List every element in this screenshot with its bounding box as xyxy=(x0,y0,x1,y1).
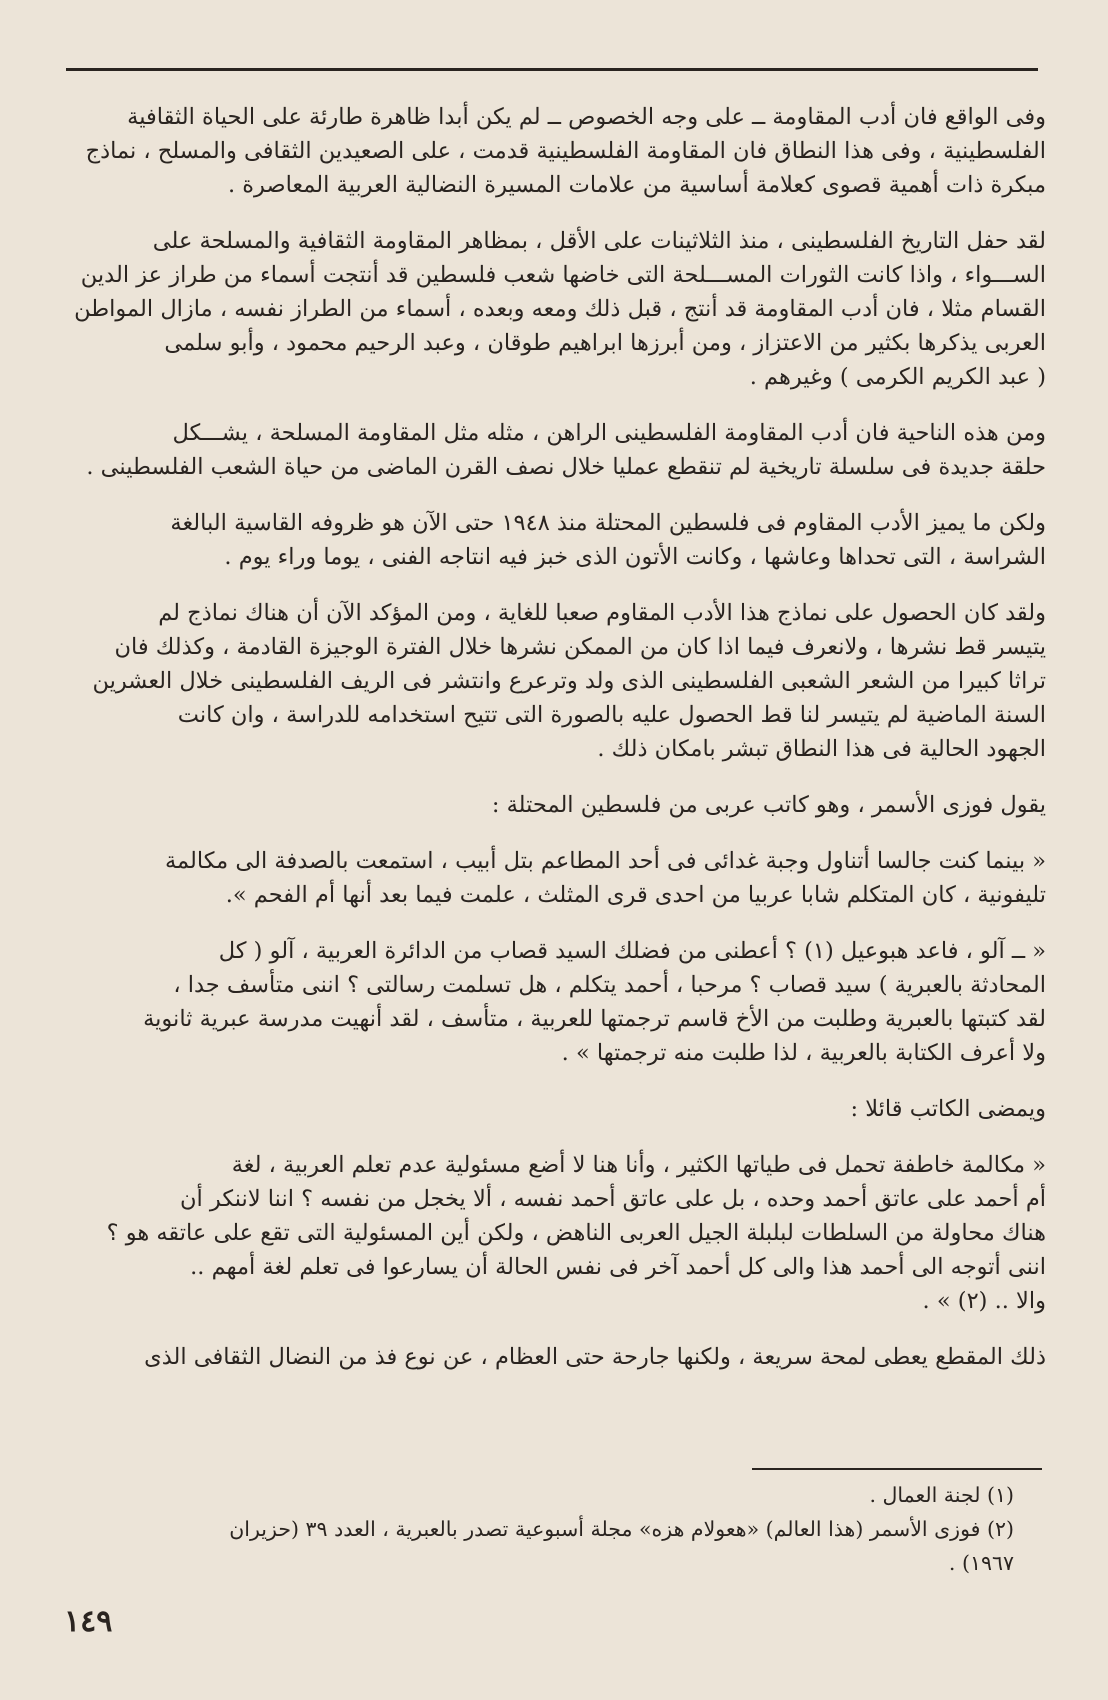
text-line: والا .. (٢) » . xyxy=(922,1288,1046,1314)
text-line: تليفونية ، كان المتكلم شابا عربيا من احدى قرى المثلث ، علمت فيما بعد أنها أم الفحم ». xyxy=(225,882,1046,908)
text-line: ويمضى الكاتب قائلا : xyxy=(850,1096,1046,1122)
page-number: ١٤٩ xyxy=(64,1604,113,1639)
text-line: ولقد كان الحصول على نماذج هذا الأدب المقاوم صعبا للغاية ، ومن المؤكد الآن أن هناك نماذج لم xyxy=(158,600,1046,626)
paragraph-2 xyxy=(52,224,1046,394)
text-line: ( عبد الكريم الكرمى ) وغيرهم . xyxy=(749,364,1046,390)
footnote-line: (٢) فوزى الأسمر (هذا العالم) «هعولام هزه» مجلة أسبوعية تصدر بالعبرية ، العدد ٣٩ (حزيران xyxy=(229,1517,1014,1541)
text-line: لقد كتبتها بالعبرية وطلبت من الأخ قاسم ترجمتها للعربية ، متأسف ، لقد أنهيت مدرسة عبرية ثانوية xyxy=(143,1006,1046,1032)
quote-3 xyxy=(52,1148,1046,1318)
text-line: القسام مثلا ، فان أدب المقاومة قد أنتج ، قبل ذلك ومعه وبعده ، أسماء من الطراز نفسه ، مازال المواطن xyxy=(74,296,1046,322)
text-line: « مكالمة خاطفة تحمل فى طياتها الكثير ، وأنا هنا لا أضع مسئولية عدم تعلم العربية ، لغة xyxy=(231,1152,1046,1178)
text-line: ولا أعرف الكتابة بالعربية ، لذا طلبت منه ترجمتها » . xyxy=(561,1040,1046,1066)
paragraph-6 xyxy=(52,788,1046,822)
text-line: وفى الواقع فان أدب المقاومة ــ على وجه الخصوص ــ لم يكن أبدا ظاهرة طارئة على الحياة الثقافية xyxy=(127,104,1046,130)
paragraph-8 xyxy=(52,1340,1046,1374)
paragraph-4 xyxy=(52,506,1046,574)
text-line: يقول فوزى الأسمر ، وهو كاتب عربى من فلسطين المحتلة : xyxy=(491,792,1046,818)
text-line: ولكن ما يميز الأدب المقاوم فى فلسطين المحتلة منذ ١٩٤٨ حتى الآن هو ظروفه القاسية البالغة xyxy=(170,510,1046,536)
text-line: تراثا كبيرا من الشعر الشعبى الفلسطينى الذى ولد وترعرع وانتشر فى الريف الفلسطينى خلال العشرين xyxy=(92,668,1046,694)
text-line: لقد حفل التاريخ الفلسطينى ، منذ الثلاثينات على الأقل ، بمظاهر المقاومة الثقافية والمسلحة على xyxy=(152,228,1046,254)
paragraph-7 xyxy=(52,1092,1046,1126)
footnote-rule xyxy=(752,1468,1042,1470)
quote-2 xyxy=(52,934,1046,1070)
text-line: الشراسة ، التى تحداها وعاشها ، وكانت الأتون الذى خبز فيه انتاجه الفنى ، يوما وراء يوم . xyxy=(224,544,1046,570)
footnotes xyxy=(52,1478,1046,1580)
text-line: أم أحمد على عاتق أحمد وحده ، بل على عاتق أحمد نفسه ، ألا يخجل من نفسه ؟ اننا لاننكر أن xyxy=(180,1186,1046,1212)
text-line: يتيسر قط نشرها ، ولانعرف فيما اذا كان من الممكن نشرها خلال الفترة الوجيزة القادمة ، وكذلك فان xyxy=(114,634,1046,660)
top-rule xyxy=(66,68,1038,71)
text-line: حلقة جديدة فى سلسلة تاريخية لم تنقطع عمليا خلال نصف القرن الماضى من حياة الشعب الفلسطينى . xyxy=(86,454,1046,480)
paragraph-3 xyxy=(52,416,1046,484)
footnote-1 xyxy=(52,1478,1046,1512)
body-text xyxy=(52,100,1046,1374)
quote-1 xyxy=(52,844,1046,912)
text-line: العربى يذكرها بكثير من الاعتزاز ، ومن أبرزها ابراهيم طوقان ، وعبد الرحيم محمود ، وأبو سلمى xyxy=(164,330,1046,356)
text-line: هناك محاولة من السلطات لبلبلة الجيل العربى الناهض ، ولكن أين المسئولية التى تقع على عاتقه هو ؟ xyxy=(106,1220,1046,1246)
text-line: الجهود الحالية فى هذا النطاق تبشر بامكان ذلك . xyxy=(597,736,1046,762)
text-line: مبكرة ذات أهمية قصوى كعلامة أساسية من علامات المسيرة النضالية العربية المعاصرة . xyxy=(227,172,1046,198)
text-line: ذلك المقطع يعطى لمحة سريعة ، ولكنها جارحة حتى العظام ، عن نوع فذ من النضال الثقافى الذى xyxy=(144,1344,1046,1370)
text-line: ومن هذه الناحية فان أدب المقاومة الفلسطينى الراهن ، مثله مثل المقاومة المسلحة ، يشـــكل xyxy=(172,420,1046,446)
footnote-line: (١) لجنة العمال . xyxy=(869,1483,1014,1507)
footnote-2 xyxy=(52,1512,1046,1580)
paragraph-1 xyxy=(52,100,1046,202)
text-line: « ــ آلو ، فاعد هبوعيل (١) ؟ أعطنى من فضلك السيد قصاب من الدائرة العربية ، آلو ( كل xyxy=(218,938,1046,964)
text-line: « بينما كنت جالسا أتناول وجبة غدائى فى أحد المطاعم بتل أبيب ، استمعت بالصدفة الى مكالمة xyxy=(164,848,1046,874)
text-line: المحادثة بالعبرية ) سيد قصاب ؟ مرحبا ، أحمد يتكلم ، هل تسلمت رسالتى ؟ اننى متأسف جدا ، xyxy=(173,972,1046,998)
paragraph-5 xyxy=(52,596,1046,766)
text-line: السنة الماضية لم يتيسر لنا قط الحصول عليه بالصورة التى تتيح استخدامه للدراسة ، وان كانت xyxy=(177,702,1046,728)
text-line: اننى أتوجه الى أحمد هذا والى كل أحمد آخر فى نفس الحالة أن يسارعوا فى تعلم لغة أمهم .. xyxy=(190,1254,1046,1280)
text-line: الفلسطينية ، وفى هذا النطاق فان المقاومة الفلسطينية قدمت ، على الصعيدين الثقافى والمسلح ، نماذج xyxy=(85,138,1046,164)
footnote-line: ١٩٦٧) . xyxy=(948,1551,1014,1575)
text-line: الســـواء ، واذا كانت الثورات المســـلحة التى خاضها شعب فلسطين قد أنتجت أسماء من طراز عز الدين xyxy=(80,262,1046,288)
